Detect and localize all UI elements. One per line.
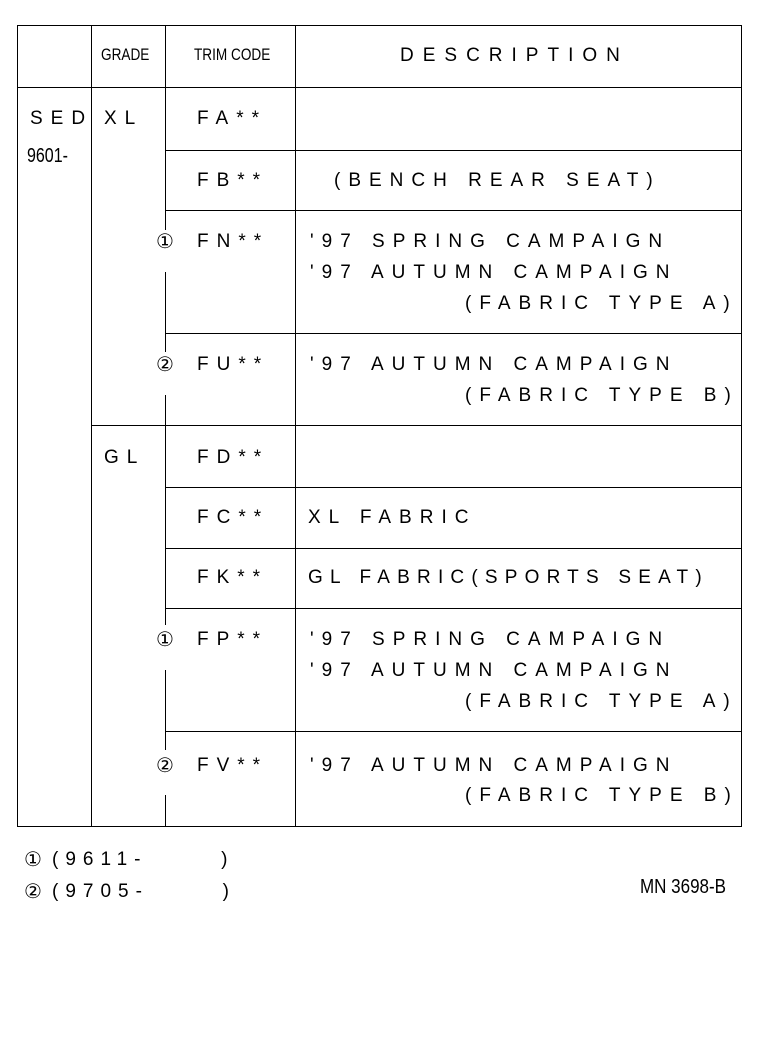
description-line: GL FABRIC(SPORTS SEAT) [308, 567, 709, 588]
grade-xl: XL [104, 108, 144, 129]
circled-one-icon: ① [156, 629, 174, 651]
description-line: '97 AUTUMN CAMPAIGN [310, 755, 678, 776]
row-divider [165, 487, 742, 488]
circled-two-icon: ② [156, 755, 174, 777]
header-description: DESCRIPTION [400, 45, 629, 66]
row-divider [165, 608, 742, 609]
circled-two-icon: ② [156, 354, 174, 376]
connector-line [165, 395, 166, 625]
connector-line [165, 670, 166, 750]
footnote-text: (9611- ) [52, 849, 235, 870]
row-divider [165, 731, 742, 732]
table-border-right [741, 25, 742, 827]
row-divider [165, 150, 742, 151]
column-divider [91, 25, 92, 827]
header-divider [17, 87, 742, 88]
circled-two-icon: ② [24, 881, 42, 903]
footnote-text: (9705- ) [52, 881, 236, 902]
trim-code: FP** [197, 629, 269, 650]
trim-code: FN** [197, 231, 270, 252]
table-border-top [17, 25, 742, 26]
description-line: (FABRIC TYPE B) [465, 385, 739, 406]
trim-code: FC** [197, 507, 270, 528]
column-divider [295, 25, 296, 827]
connector-line [165, 87, 166, 230]
grade-gl: GL [104, 447, 146, 468]
description-line: (FABRIC TYPE A) [465, 293, 738, 314]
trim-code: FK** [197, 567, 269, 588]
row-divider [165, 548, 742, 549]
row-divider [165, 210, 742, 211]
reference-number: MN 3698-B [640, 876, 726, 898]
table-border-bottom [17, 826, 742, 827]
header-trim-code: TRIM CODE [194, 45, 271, 64]
description-line: '97 SPRING CAMPAIGN [310, 231, 671, 252]
description-line: '97 AUTUMN CAMPAIGN [310, 262, 678, 283]
model-name: SED [30, 108, 94, 129]
trim-code: FD** [197, 447, 270, 468]
description-line: (BENCH REAR SEAT) [334, 170, 661, 191]
model-from-date: 9601- [27, 145, 68, 167]
description-line: (FABRIC TYPE B) [465, 785, 739, 806]
header-grade: GRADE [101, 45, 150, 64]
trim-code: FB** [197, 170, 269, 191]
description-line: '97 AUTUMN CAMPAIGN [310, 660, 678, 681]
trim-code: FA** [197, 108, 268, 129]
grade-divider [91, 425, 742, 426]
description-line: '97 AUTUMN CAMPAIGN [310, 354, 678, 375]
description-line: XL FABRIC [308, 507, 477, 528]
trim-code: FU** [197, 354, 270, 375]
row-divider [165, 333, 742, 334]
table-border-left [17, 25, 18, 827]
description-line: '97 SPRING CAMPAIGN [310, 629, 671, 650]
connector-line [165, 795, 166, 827]
column-divider [165, 25, 166, 87]
trim-code: FV** [197, 755, 269, 776]
circled-one-icon: ① [156, 231, 174, 253]
connector-line [165, 272, 166, 352]
description-line: (FABRIC TYPE A) [465, 691, 738, 712]
circled-one-icon: ① [24, 849, 42, 871]
